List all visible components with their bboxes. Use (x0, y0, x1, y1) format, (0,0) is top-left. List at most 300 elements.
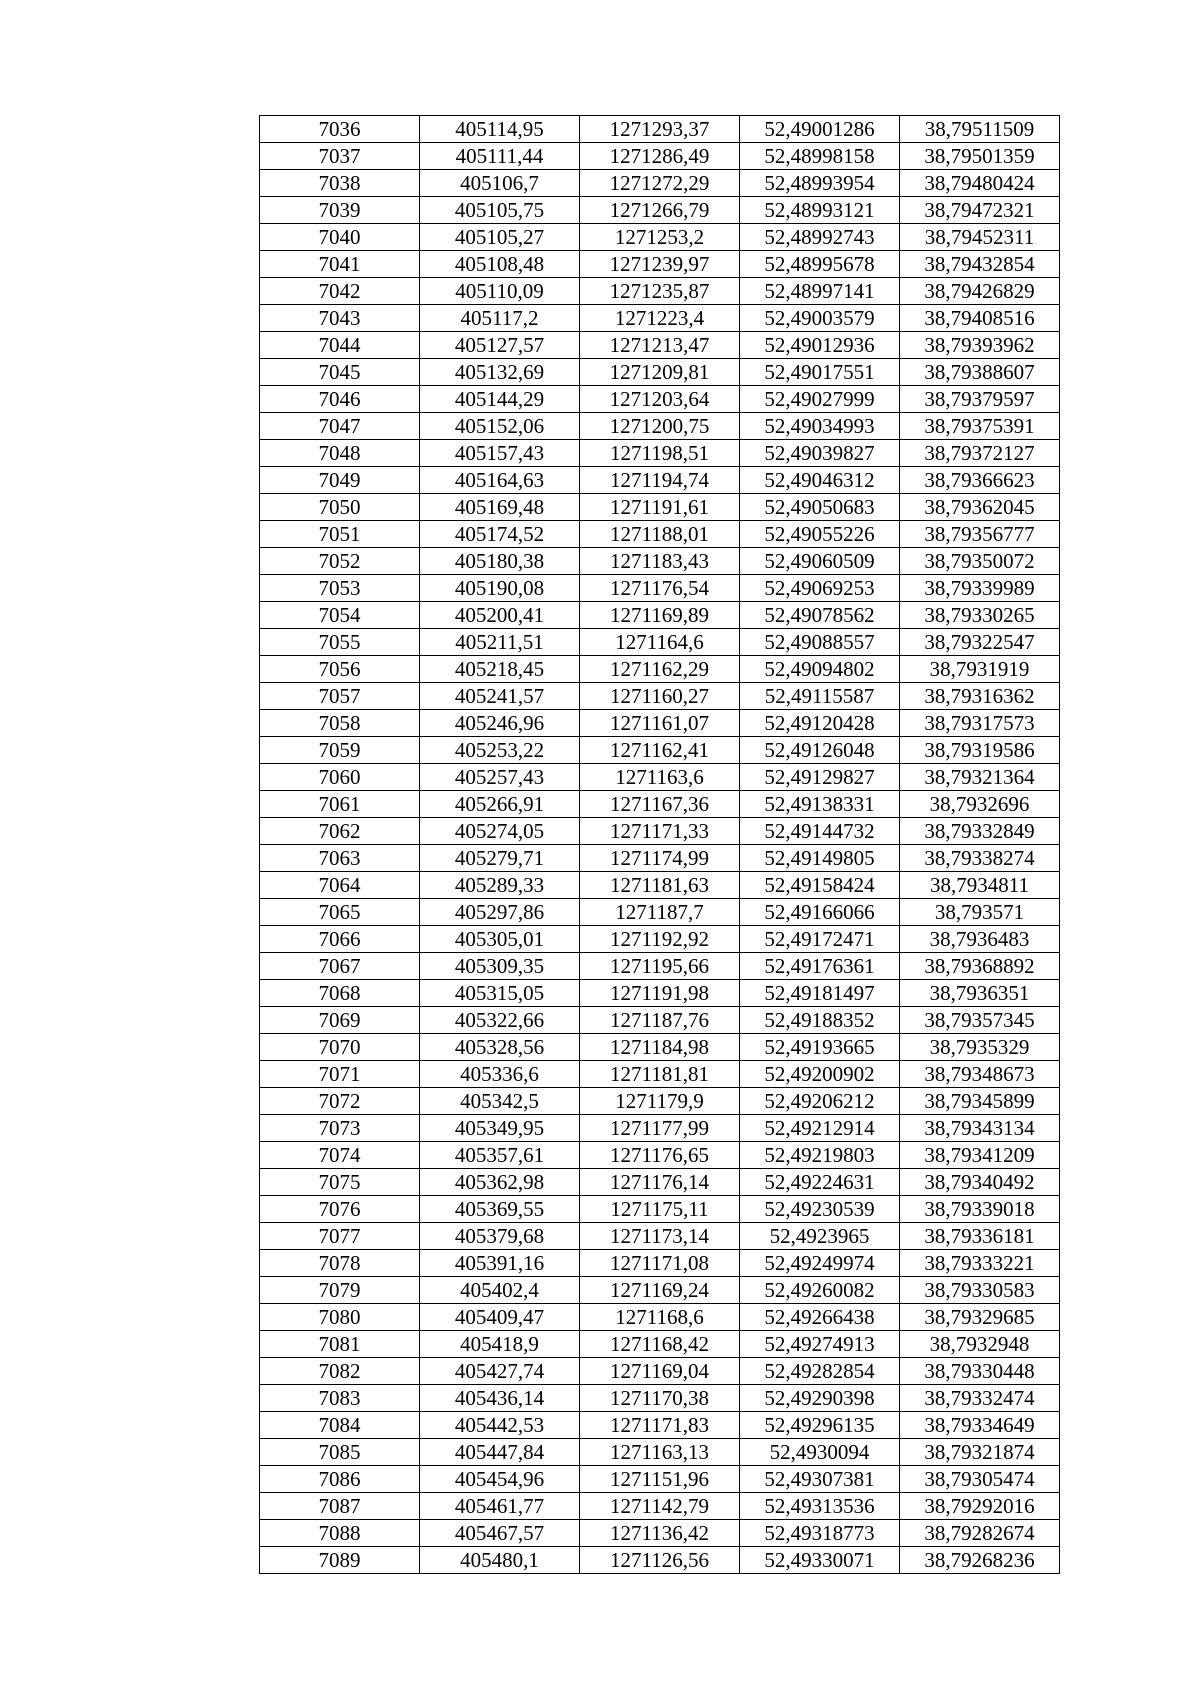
x-coordinate-cell: 405169,48 (420, 494, 580, 521)
x-coordinate-cell: 405253,22 (420, 737, 580, 764)
point-number-cell: 7081 (260, 1331, 420, 1358)
table-row (260, 818, 1060, 845)
x-coordinate-cell: 405336,6 (420, 1061, 580, 1088)
latitude-cell: 52,49224631 (740, 1169, 900, 1196)
latitude-cell: 52,49012936 (740, 332, 900, 359)
table-row (260, 872, 1060, 899)
point-number-cell: 7076 (260, 1196, 420, 1223)
x-coordinate-cell: 405379,68 (420, 1223, 580, 1250)
y-coordinate-cell: 1271187,76 (580, 1007, 740, 1034)
longitude-cell: 38,79357345 (900, 1007, 1060, 1034)
x-coordinate-cell: 405447,84 (420, 1439, 580, 1466)
x-coordinate-cell: 405144,29 (420, 386, 580, 413)
x-coordinate-cell: 405110,09 (420, 278, 580, 305)
x-coordinate-cell: 405342,5 (420, 1088, 580, 1115)
x-coordinate-cell: 405279,71 (420, 845, 580, 872)
point-number-cell: 7077 (260, 1223, 420, 1250)
latitude-cell: 52,49088557 (740, 629, 900, 656)
latitude-cell: 52,48993954 (740, 170, 900, 197)
point-number-cell: 7043 (260, 305, 420, 332)
longitude-cell: 38,79341209 (900, 1142, 1060, 1169)
point-number-cell: 7056 (260, 656, 420, 683)
table-row (260, 926, 1060, 953)
point-number-cell: 7050 (260, 494, 420, 521)
table-row (260, 764, 1060, 791)
x-coordinate-cell: 405442,53 (420, 1412, 580, 1439)
latitude-cell: 52,48995678 (740, 251, 900, 278)
table-row (260, 305, 1060, 332)
latitude-cell: 52,49282854 (740, 1358, 900, 1385)
table-row (260, 683, 1060, 710)
x-coordinate-cell: 405266,91 (420, 791, 580, 818)
x-coordinate-cell: 405190,08 (420, 575, 580, 602)
point-number-cell: 7049 (260, 467, 420, 494)
x-coordinate-cell: 405132,69 (420, 359, 580, 386)
table-row (260, 1412, 1060, 1439)
y-coordinate-cell: 1271286,49 (580, 143, 740, 170)
table-row (260, 791, 1060, 818)
latitude-cell: 52,49230539 (740, 1196, 900, 1223)
longitude-cell: 38,79348673 (900, 1061, 1060, 1088)
longitude-cell: 38,7935329 (900, 1034, 1060, 1061)
table-row (260, 602, 1060, 629)
longitude-cell: 38,79356777 (900, 521, 1060, 548)
point-number-cell: 7052 (260, 548, 420, 575)
x-coordinate-cell: 405328,56 (420, 1034, 580, 1061)
latitude-cell: 52,48993121 (740, 197, 900, 224)
table-row (260, 170, 1060, 197)
latitude-cell: 52,49055226 (740, 521, 900, 548)
table-row (260, 575, 1060, 602)
latitude-cell: 52,49115587 (740, 683, 900, 710)
x-coordinate-cell: 405409,47 (420, 1304, 580, 1331)
table-row (260, 359, 1060, 386)
latitude-cell: 52,49193665 (740, 1034, 900, 1061)
latitude-cell: 52,49274913 (740, 1331, 900, 1358)
table-row (260, 899, 1060, 926)
y-coordinate-cell: 1271176,65 (580, 1142, 740, 1169)
x-coordinate-cell: 405211,51 (420, 629, 580, 656)
latitude-cell: 52,49129827 (740, 764, 900, 791)
x-coordinate-cell: 405174,52 (420, 521, 580, 548)
x-coordinate-cell: 405418,9 (420, 1331, 580, 1358)
longitude-cell: 38,79317573 (900, 710, 1060, 737)
latitude-cell: 52,49003579 (740, 305, 900, 332)
y-coordinate-cell: 1271168,42 (580, 1331, 740, 1358)
x-coordinate-cell: 405241,57 (420, 683, 580, 710)
longitude-cell: 38,79338274 (900, 845, 1060, 872)
point-number-cell: 7079 (260, 1277, 420, 1304)
latitude-cell: 52,49172471 (740, 926, 900, 953)
x-coordinate-cell: 405480,1 (420, 1547, 580, 1574)
y-coordinate-cell: 1271151,96 (580, 1466, 740, 1493)
x-coordinate-cell: 405105,75 (420, 197, 580, 224)
table-row (260, 980, 1060, 1007)
y-coordinate-cell: 1271171,08 (580, 1250, 740, 1277)
point-number-cell: 7070 (260, 1034, 420, 1061)
point-number-cell: 7074 (260, 1142, 420, 1169)
longitude-cell: 38,79321874 (900, 1439, 1060, 1466)
latitude-cell: 52,49158424 (740, 872, 900, 899)
point-number-cell: 7085 (260, 1439, 420, 1466)
latitude-cell: 52,49176361 (740, 953, 900, 980)
table-row (260, 710, 1060, 737)
y-coordinate-cell: 1271170,38 (580, 1385, 740, 1412)
point-number-cell: 7089 (260, 1547, 420, 1574)
y-coordinate-cell: 1271188,01 (580, 521, 740, 548)
table-row (260, 1169, 1060, 1196)
y-coordinate-cell: 1271164,6 (580, 629, 740, 656)
point-number-cell: 7042 (260, 278, 420, 305)
latitude-cell: 52,48998158 (740, 143, 900, 170)
y-coordinate-cell: 1271184,98 (580, 1034, 740, 1061)
point-number-cell: 7067 (260, 953, 420, 980)
longitude-cell: 38,79343134 (900, 1115, 1060, 1142)
table-row (260, 656, 1060, 683)
point-number-cell: 7060 (260, 764, 420, 791)
point-number-cell: 7084 (260, 1412, 420, 1439)
table-row (260, 1547, 1060, 1574)
y-coordinate-cell: 1271169,04 (580, 1358, 740, 1385)
y-coordinate-cell: 1271266,79 (580, 197, 740, 224)
x-coordinate-cell: 405218,45 (420, 656, 580, 683)
y-coordinate-cell: 1271169,89 (580, 602, 740, 629)
y-coordinate-cell: 1271177,99 (580, 1115, 740, 1142)
latitude-cell: 52,49296135 (740, 1412, 900, 1439)
y-coordinate-cell: 1271176,54 (580, 575, 740, 602)
y-coordinate-cell: 1271162,41 (580, 737, 740, 764)
point-number-cell: 7046 (260, 386, 420, 413)
table-row (260, 737, 1060, 764)
y-coordinate-cell: 1271171,83 (580, 1412, 740, 1439)
x-coordinate-cell: 405257,43 (420, 764, 580, 791)
longitude-cell: 38,79333221 (900, 1250, 1060, 1277)
latitude-cell: 52,49212914 (740, 1115, 900, 1142)
longitude-cell: 38,79350072 (900, 548, 1060, 575)
x-coordinate-cell: 405467,57 (420, 1520, 580, 1547)
table-row (260, 1304, 1060, 1331)
latitude-cell: 52,49318773 (740, 1520, 900, 1547)
point-number-cell: 7045 (260, 359, 420, 386)
latitude-cell: 52,49034993 (740, 413, 900, 440)
x-coordinate-cell: 405246,96 (420, 710, 580, 737)
longitude-cell: 38,793571 (900, 899, 1060, 926)
longitude-cell: 38,79408516 (900, 305, 1060, 332)
y-coordinate-cell: 1271181,81 (580, 1061, 740, 1088)
point-number-cell: 7071 (260, 1061, 420, 1088)
latitude-cell: 52,49069253 (740, 575, 900, 602)
longitude-cell: 38,79305474 (900, 1466, 1060, 1493)
y-coordinate-cell: 1271195,66 (580, 953, 740, 980)
longitude-cell: 38,79319586 (900, 737, 1060, 764)
point-number-cell: 7082 (260, 1358, 420, 1385)
table-row (260, 1277, 1060, 1304)
longitude-cell: 38,79375391 (900, 413, 1060, 440)
latitude-cell: 52,49046312 (740, 467, 900, 494)
table-row (260, 1007, 1060, 1034)
longitude-cell: 38,7934811 (900, 872, 1060, 899)
point-number-cell: 7059 (260, 737, 420, 764)
y-coordinate-cell: 1271203,64 (580, 386, 740, 413)
table-row (260, 1223, 1060, 1250)
x-coordinate-cell: 405127,57 (420, 332, 580, 359)
point-number-cell: 7038 (260, 170, 420, 197)
longitude-cell: 38,79292016 (900, 1493, 1060, 1520)
longitude-cell: 38,79452311 (900, 224, 1060, 251)
point-number-cell: 7087 (260, 1493, 420, 1520)
x-coordinate-cell: 405164,63 (420, 467, 580, 494)
latitude-cell: 52,49126048 (740, 737, 900, 764)
point-number-cell: 7037 (260, 143, 420, 170)
x-coordinate-cell: 405157,43 (420, 440, 580, 467)
longitude-cell: 38,79340492 (900, 1169, 1060, 1196)
y-coordinate-cell: 1271198,51 (580, 440, 740, 467)
longitude-cell: 38,79393962 (900, 332, 1060, 359)
x-coordinate-cell: 405111,44 (420, 143, 580, 170)
latitude-cell: 52,49290398 (740, 1385, 900, 1412)
latitude-cell: 52,49027999 (740, 386, 900, 413)
point-number-cell: 7078 (260, 1250, 420, 1277)
y-coordinate-cell: 1271194,74 (580, 467, 740, 494)
latitude-cell: 52,49166066 (740, 899, 900, 926)
point-number-cell: 7066 (260, 926, 420, 953)
x-coordinate-cell: 405315,05 (420, 980, 580, 1007)
y-coordinate-cell: 1271183,43 (580, 548, 740, 575)
point-number-cell: 7080 (260, 1304, 420, 1331)
y-coordinate-cell: 1271223,4 (580, 305, 740, 332)
y-coordinate-cell: 1271200,75 (580, 413, 740, 440)
y-coordinate-cell: 1271163,6 (580, 764, 740, 791)
x-coordinate-cell: 405427,74 (420, 1358, 580, 1385)
x-coordinate-cell: 405454,96 (420, 1466, 580, 1493)
longitude-cell: 38,79480424 (900, 170, 1060, 197)
longitude-cell: 38,7936351 (900, 980, 1060, 1007)
y-coordinate-cell: 1271272,29 (580, 170, 740, 197)
longitude-cell: 38,79511509 (900, 116, 1060, 143)
y-coordinate-cell: 1271167,36 (580, 791, 740, 818)
x-coordinate-cell: 405108,48 (420, 251, 580, 278)
latitude-cell: 52,49260082 (740, 1277, 900, 1304)
point-number-cell: 7073 (260, 1115, 420, 1142)
point-number-cell: 7058 (260, 710, 420, 737)
y-coordinate-cell: 1271163,13 (580, 1439, 740, 1466)
y-coordinate-cell: 1271179,9 (580, 1088, 740, 1115)
table-row (260, 629, 1060, 656)
x-coordinate-cell: 405180,38 (420, 548, 580, 575)
longitude-cell: 38,7932696 (900, 791, 1060, 818)
y-coordinate-cell: 1271253,2 (580, 224, 740, 251)
longitude-cell: 38,79316362 (900, 683, 1060, 710)
x-coordinate-cell: 405357,61 (420, 1142, 580, 1169)
coordinates-table (259, 115, 1060, 1574)
table-row (260, 494, 1060, 521)
y-coordinate-cell: 1271171,33 (580, 818, 740, 845)
x-coordinate-cell: 405402,4 (420, 1277, 580, 1304)
longitude-cell: 38,7932948 (900, 1331, 1060, 1358)
x-coordinate-cell: 405106,7 (420, 170, 580, 197)
table-row (260, 197, 1060, 224)
table-row (260, 224, 1060, 251)
table-row (260, 413, 1060, 440)
x-coordinate-cell: 405289,33 (420, 872, 580, 899)
table-row (260, 467, 1060, 494)
latitude-cell: 52,48992743 (740, 224, 900, 251)
table-row (260, 1250, 1060, 1277)
point-number-cell: 7083 (260, 1385, 420, 1412)
longitude-cell: 38,79345899 (900, 1088, 1060, 1115)
longitude-cell: 38,79426829 (900, 278, 1060, 305)
x-coordinate-cell: 405349,95 (420, 1115, 580, 1142)
y-coordinate-cell: 1271293,37 (580, 116, 740, 143)
longitude-cell: 38,79379597 (900, 386, 1060, 413)
y-coordinate-cell: 1271126,56 (580, 1547, 740, 1574)
y-coordinate-cell: 1271173,14 (580, 1223, 740, 1250)
point-number-cell: 7088 (260, 1520, 420, 1547)
table-row (260, 1520, 1060, 1547)
table-row (260, 1331, 1060, 1358)
x-coordinate-cell: 405305,01 (420, 926, 580, 953)
longitude-cell: 38,79334649 (900, 1412, 1060, 1439)
longitude-cell: 38,79339018 (900, 1196, 1060, 1223)
y-coordinate-cell: 1271239,97 (580, 251, 740, 278)
point-number-cell: 7055 (260, 629, 420, 656)
point-number-cell: 7039 (260, 197, 420, 224)
point-number-cell: 7062 (260, 818, 420, 845)
point-number-cell: 7068 (260, 980, 420, 1007)
latitude-cell: 52,4923965 (740, 1223, 900, 1250)
latitude-cell: 52,49200902 (740, 1061, 900, 1088)
point-number-cell: 7069 (260, 1007, 420, 1034)
point-number-cell: 7065 (260, 899, 420, 926)
table-row (260, 1466, 1060, 1493)
table-row (260, 1439, 1060, 1466)
point-number-cell: 7051 (260, 521, 420, 548)
y-coordinate-cell: 1271160,27 (580, 683, 740, 710)
latitude-cell: 52,49120428 (740, 710, 900, 737)
latitude-cell: 52,49188352 (740, 1007, 900, 1034)
longitude-cell: 38,79332849 (900, 818, 1060, 845)
latitude-cell: 52,49206212 (740, 1088, 900, 1115)
longitude-cell: 38,79332474 (900, 1385, 1060, 1412)
latitude-cell: 52,49219803 (740, 1142, 900, 1169)
latitude-cell: 52,49078562 (740, 602, 900, 629)
point-number-cell: 7053 (260, 575, 420, 602)
table-row (260, 1385, 1060, 1412)
x-coordinate-cell: 405152,06 (420, 413, 580, 440)
x-coordinate-cell: 405105,27 (420, 224, 580, 251)
longitude-cell: 38,79282674 (900, 1520, 1060, 1547)
point-number-cell: 7075 (260, 1169, 420, 1196)
table-row (260, 1358, 1060, 1385)
point-number-cell: 7040 (260, 224, 420, 251)
longitude-cell: 38,79336181 (900, 1223, 1060, 1250)
y-coordinate-cell: 1271162,29 (580, 656, 740, 683)
table-row (260, 143, 1060, 170)
x-coordinate-cell: 405391,16 (420, 1250, 580, 1277)
longitude-cell: 38,79432854 (900, 251, 1060, 278)
longitude-cell: 38,79329685 (900, 1304, 1060, 1331)
table-row (260, 1061, 1060, 1088)
latitude-cell: 52,49060509 (740, 548, 900, 575)
point-number-cell: 7063 (260, 845, 420, 872)
point-number-cell: 7057 (260, 683, 420, 710)
x-coordinate-cell: 405322,66 (420, 1007, 580, 1034)
point-number-cell: 7036 (260, 116, 420, 143)
x-coordinate-cell: 405436,14 (420, 1385, 580, 1412)
table-row (260, 332, 1060, 359)
table-row (260, 440, 1060, 467)
x-coordinate-cell: 405461,77 (420, 1493, 580, 1520)
x-coordinate-cell: 405309,35 (420, 953, 580, 980)
longitude-cell: 38,79501359 (900, 143, 1060, 170)
x-coordinate-cell: 405274,05 (420, 818, 580, 845)
latitude-cell: 52,49050683 (740, 494, 900, 521)
y-coordinate-cell: 1271192,92 (580, 926, 740, 953)
y-coordinate-cell: 1271169,24 (580, 1277, 740, 1304)
latitude-cell: 52,49330071 (740, 1547, 900, 1574)
longitude-cell: 38,79322547 (900, 629, 1060, 656)
y-coordinate-cell: 1271191,98 (580, 980, 740, 1007)
y-coordinate-cell: 1271187,7 (580, 899, 740, 926)
point-number-cell: 7054 (260, 602, 420, 629)
latitude-cell: 52,49266438 (740, 1304, 900, 1331)
y-coordinate-cell: 1271168,6 (580, 1304, 740, 1331)
point-number-cell: 7061 (260, 791, 420, 818)
y-coordinate-cell: 1271142,79 (580, 1493, 740, 1520)
y-coordinate-cell: 1271176,14 (580, 1169, 740, 1196)
table-row (260, 953, 1060, 980)
longitude-cell: 38,79388607 (900, 359, 1060, 386)
y-coordinate-cell: 1271181,63 (580, 872, 740, 899)
x-coordinate-cell: 405369,55 (420, 1196, 580, 1223)
latitude-cell: 52,49149805 (740, 845, 900, 872)
latitude-cell: 52,49039827 (740, 440, 900, 467)
table-row (260, 251, 1060, 278)
longitude-cell: 38,79372127 (900, 440, 1060, 467)
latitude-cell: 52,49001286 (740, 116, 900, 143)
x-coordinate-cell: 405362,98 (420, 1169, 580, 1196)
y-coordinate-cell: 1271175,11 (580, 1196, 740, 1223)
latitude-cell: 52,49181497 (740, 980, 900, 1007)
y-coordinate-cell: 1271191,61 (580, 494, 740, 521)
longitude-cell: 38,7936483 (900, 926, 1060, 953)
longitude-cell: 38,7931919 (900, 656, 1060, 683)
latitude-cell: 52,4930094 (740, 1439, 900, 1466)
longitude-cell: 38,79330265 (900, 602, 1060, 629)
y-coordinate-cell: 1271161,07 (580, 710, 740, 737)
table-row (260, 548, 1060, 575)
longitude-cell: 38,79339989 (900, 575, 1060, 602)
longitude-cell: 38,79321364 (900, 764, 1060, 791)
latitude-cell: 52,49094802 (740, 656, 900, 683)
latitude-cell: 52,49017551 (740, 359, 900, 386)
table-row (260, 1142, 1060, 1169)
longitude-cell: 38,79366623 (900, 467, 1060, 494)
latitude-cell: 52,49144732 (740, 818, 900, 845)
point-number-cell: 7047 (260, 413, 420, 440)
point-number-cell: 7064 (260, 872, 420, 899)
table-row (260, 1493, 1060, 1520)
point-number-cell: 7041 (260, 251, 420, 278)
table-row (260, 1115, 1060, 1142)
x-coordinate-cell: 405114,95 (420, 116, 580, 143)
table-row (260, 1196, 1060, 1223)
x-coordinate-cell: 405117,2 (420, 305, 580, 332)
y-coordinate-cell: 1271235,87 (580, 278, 740, 305)
table-row (260, 845, 1060, 872)
x-coordinate-cell: 405297,86 (420, 899, 580, 926)
point-number-cell: 7072 (260, 1088, 420, 1115)
